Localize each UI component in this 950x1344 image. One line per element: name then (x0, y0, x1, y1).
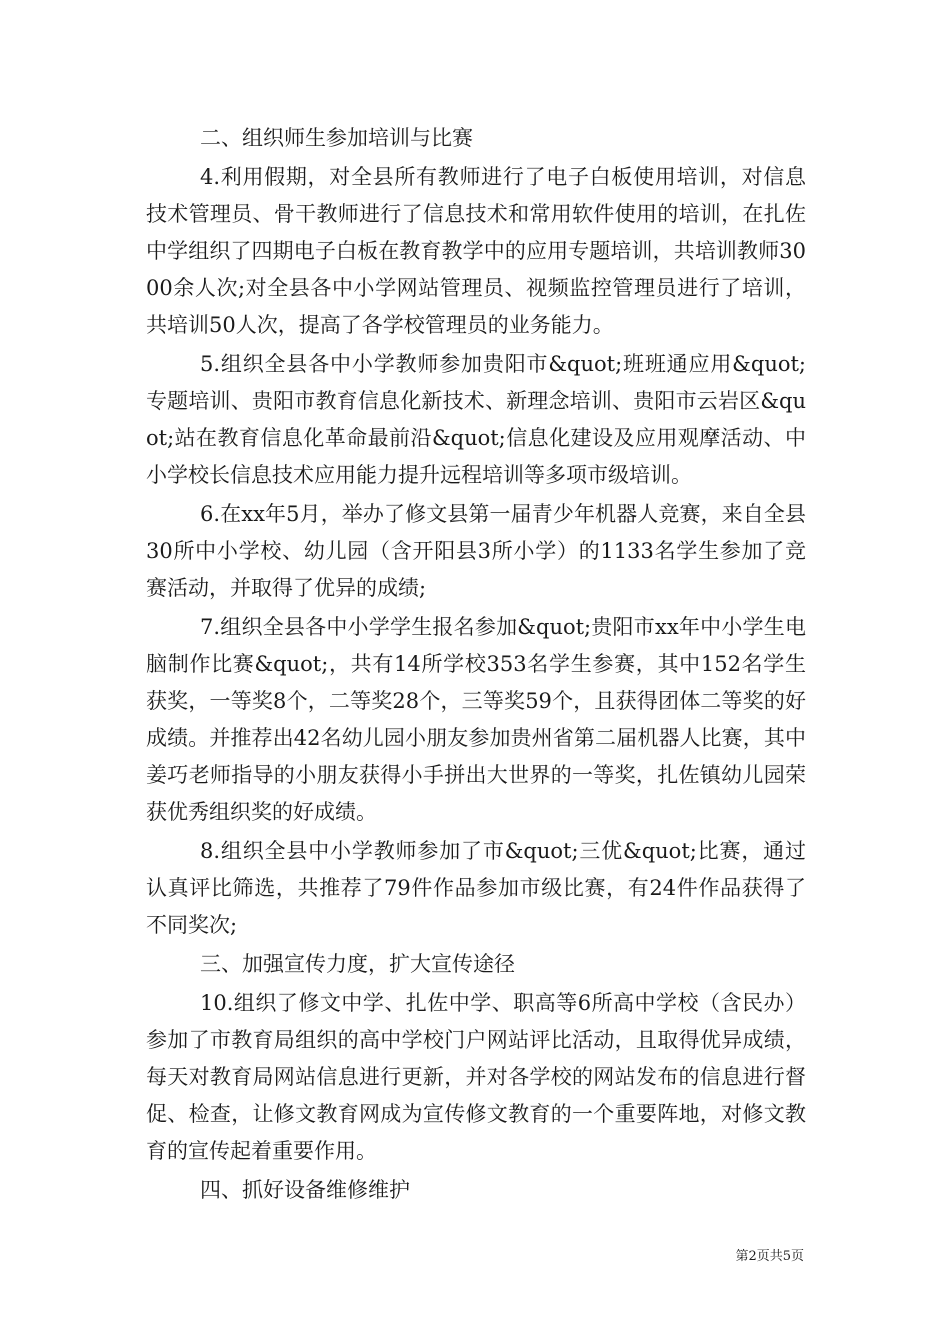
paragraph-item-8: 8.组织全县中小学教师参加了市&quot;三优&quot;比赛，通过认真评比筛选，共推荐了79件作品参加市级比赛，有24件作品获得了不同奖次; (146, 839, 806, 937)
paragraph-item-4: 4.利用假期，对全县所有教师进行了电子白板使用培训，对信息技术管理员、骨干教师进行了信息技术和常用软件使用的培训，在扎佐中学组织了四期电子白板在教育教学中的应用专题培训，共培训教师3000余人次;对全县各中小学网站管理员、视频监控管理员进行了培训，共培训50人次，提高了各学校管理员的业务能力。 (146, 165, 806, 337)
page-number-footer: 第2页共5页 (735, 1249, 804, 1264)
section-heading-training: 二、组织师生参加培训与比赛 (200, 126, 473, 150)
paragraph-item-6: 6.在xx年5月，举办了修文县第一届青少年机器人竞赛，来自全县30所中小学校、幼儿园（含开阳县3所小学）的1133名学生参加了竞赛活动，并取得了优异的成绩; (146, 502, 806, 600)
paragraph-item-7: 7.组织全县各中小学学生报名参加&quot;贵阳市xx年中小学生电脑制作比赛&quot;，共有14所学校353名学生参赛，其中152名学生获奖，一等奖8个，二等奖28个，三等奖59个，且获得团体二等奖的好成绩。并推荐出42名幼儿园小朋友参加贵州省第二届机器人比赛，其中姜巧老师指导的小朋友获得小手拼出大世界的一等奖，扎佐镇幼儿园荣获优秀组织奖的好成绩。 (146, 615, 806, 824)
document-body (146, 120, 806, 1211)
section-heading-publicity: 三、加强宣传力度，扩大宣传途径 (200, 952, 515, 976)
paragraph-item-5: 5.组织全县各中小学教师参加贵阳市&quot;班班通应用&quot;专题培训、贵阳市教育信息化新技术、新理念培训、贵阳市云岩区&quot;站在教育信息化革命最前沿&quot;信息化建设及应用观摩活动、中小学校长信息技术应用能力提升远程培训等多项市级培训。 (146, 352, 806, 487)
section-heading-maintenance: 四、抓好设备维修维护 (200, 1178, 410, 1202)
paragraph-item-10: 10.组织了修文中学、扎佐中学、职高等6所高中学校（含民办）参加了市教育局组织的高中学校门户网站评比活动，且取得优异成绩，每天对教育局网站信息进行更新，并对各学校的网站发布的信息进行督促、检查，让修文教育网成为宣传修文教育的一个重要阵地，对修文教育的宣传起着重要作用。 (146, 991, 806, 1163)
